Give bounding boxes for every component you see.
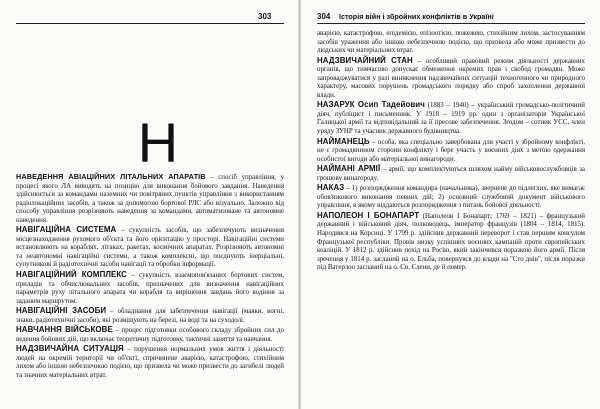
entry-body: – особа, яка спеціально завербована для участі у збройному конфлікті, не є громадянином сторони конфлікту і бере участь у воєнних діях з метою одержання особистої вигоди або матеріальної винагороди. — [317, 138, 585, 163]
entry-body: – сукупність засобів, що забезпечують визначення місцезнаходження рухомого об'єкта та його орієнтацію у просторі. Навігаційні системи встановлюють на кораблях, літаках, ракетах, космічних апаратах. Розрізняють автономні та неавтономні навігаційні системи, а також комплексні, що поєднують інерціальні, супутникові й радіотехнічні засоби навігації та обробки інформації. — [16, 227, 284, 269]
dictionary-entry — [317, 183, 585, 211]
right-header-rule — [317, 23, 585, 24]
entry-body: (Наполеон I Бонапарт; 1769 – 1821) – французький державний і військовий діяч, полководець, імператор французів (1804 – 1814, 1815). Народився на Корсиці. У 1799 р. здійснив державний переворот і став першим консулом Французької республіки. Провів низку успішних воєнних кампаній проти європейських коаліцій. У 1812 р. здійснив похід на Росію, який закінчився поразкою його армії. Після зречення у 1814 р. засланий на о. Ельба, повернувся до влади на "Сто днів", після поразки під Ватерлоо засланий на о. Св. Єлени, де й помер. — [317, 212, 585, 272]
entry-headword: НАЙМАНЕЦЬ — [317, 136, 370, 146]
section-letter: Н — [137, 111, 179, 174]
dictionary-entry — [16, 225, 284, 270]
entry-headword: НАДЗВИЧАЙНИЙ СТАН — [317, 55, 413, 65]
left-page-number: 303 — [258, 12, 272, 21]
entry-headword: НАДЗВИЧАЙНА СИТУАЦІЯ — [16, 344, 124, 354]
dictionary-entry — [317, 137, 585, 165]
dictionary-entry — [16, 172, 284, 225]
entry-headword: НАКАЗ — [317, 183, 345, 193]
right-column — [317, 30, 585, 404]
entry-headword: НАВІГАЦІЙНІ ЗАСОБИ — [16, 306, 107, 316]
entry-headword: НАЙМАНІ АРМІЇ — [317, 164, 381, 174]
dictionary-entry — [317, 56, 585, 101]
left-page — [0, 0, 299, 409]
entry-body: – порушення нормальних умов життя і діяльності людей на окремій території чи об'єкті, спричинене аварією, катастрофою, стихійним лихом або іншою небезпечною подією, що призвела чи може призвести до загибелі людей та значних матеріальних втрат. — [16, 346, 284, 380]
entry-body: – процес підготовки особового складу збройних сил до ведення бойових дій, що включає теоретичну підготовку, тактичні заняття та навчання. — [16, 327, 284, 343]
entry-headword: НАВІГАЦІЙНИЙ КОМПЛЕКС — [16, 270, 127, 280]
dictionary-entry — [317, 211, 585, 273]
dictionary-entry — [16, 325, 284, 344]
entry-body: – обладнання для забезпечення навігації (маяки, вогні, знаки, радіотехнічні засоби), які розміщують на березі, на воді та на суходолі. — [16, 308, 284, 324]
dictionary-entry — [317, 100, 585, 136]
right-page — [301, 0, 600, 409]
entry-body: – спосіб управління, у процесі якого ЛА виводять на позицію для виконання бойового завдання. Наведення здійснюється за командами наземних чи повітряних пунктів управління з використанням радіолокаційних засобів, а також за допомогою бортової РЛС або візуально. Залежно від способу управління розрізняють наведення за командами, автоматизоване та автономне наведення. — [16, 174, 284, 224]
entry-headword: НАЗАРУК Осип Тадейович — [317, 100, 425, 110]
entry-body: (1883 – 1940) – український громадсько-політичний діяч, публіцист і письменник. У 1918 – 1919 рр. один з організаторів Української Галицької армії та відповідальний за її пресове забезпечення. Згодом – сотник УСС, член уряду ЗУНР та учасник державного будівництва. — [317, 102, 585, 136]
dictionary-entry — [16, 306, 284, 325]
dictionary-entry — [16, 344, 284, 380]
left-column — [16, 172, 284, 404]
entry-body: – сукупність взаємопов'язаних бортових систем, приладів та обчислювальних засобів, призначених для визначення навігаційних параметрів руху літального апарата чи корабля та вирішення завдань його водіння за заданим маршрутом. — [16, 272, 284, 305]
entry-body: – особливий правовий режим діяльності державних органів, що тимчасово допускає обмеження окремих прав і свобод громадян. Може запроваджуватися у разі виникнення надзвичайних ситуацій техногенного чи природного характеру, масових порушень громадського порядку або спроб захоплення державної влади. — [317, 57, 585, 99]
left-header-rule — [16, 23, 284, 24]
entry-body: – армії, що комплектуються шляхом найму військовослужбовців за грошову винагороду. — [317, 166, 585, 182]
entry-headword: НАВІГАЦІЙНА СИСТЕМА — [16, 225, 117, 235]
dictionary-entry — [16, 270, 284, 306]
right-page-number: 304 — [317, 12, 331, 21]
entry-headword: НАВЧАННЯ ВІЙСЬКОВЕ — [16, 325, 113, 335]
dictionary-entry — [317, 164, 585, 183]
running-title: Історія війн і збройних конфліктів в Україні — [339, 12, 494, 21]
entry-headword: НАПОЛЕОН I БОНАПАРТ — [317, 210, 420, 220]
continued-text: аварією, катастрофою, епідемією, епізоотією, пожежею, стихійним лихом, застосуванням засобів ураження або іншою небезпечною подією, що призвела або може призвести до людських чи матеріальних втрат. — [317, 30, 585, 55]
entry-headword: НАВЕДЕННЯ АВІАЦІЙНИХ ЛІТАЛЬНИХ АПАРАТІВ — [16, 172, 206, 181]
entry-body: – 1) розпорядження командира (начальника), звернене до підлеглих, яке вимагає обов'язкового виконання певних дій; 2) основний службовий документ військового управління, в якому віддаються розпорядження з питань бойової діяльності. — [317, 185, 585, 210]
